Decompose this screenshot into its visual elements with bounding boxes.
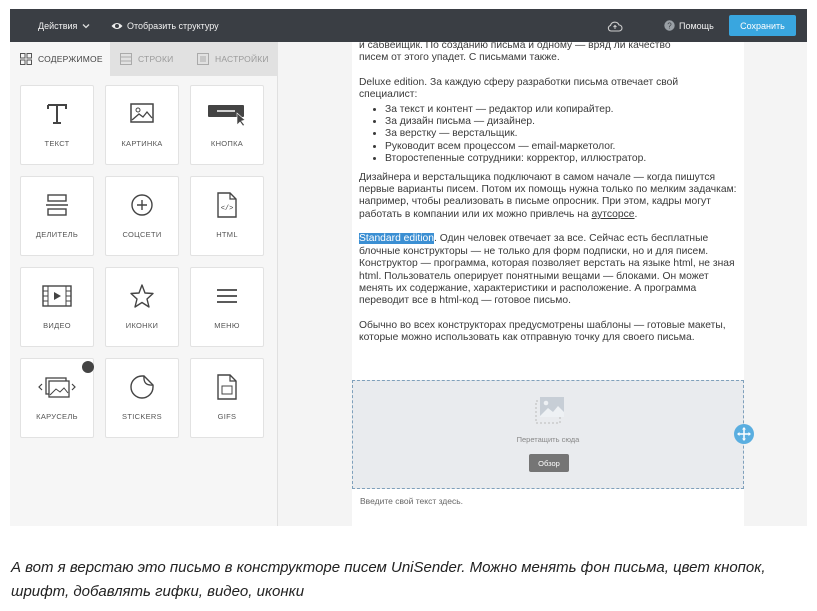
designers-end: .	[634, 208, 638, 220]
new-badge	[82, 361, 94, 373]
block-stickers[interactable]	[105, 358, 179, 438]
list-item: • За дизайн письма — дизайнер.	[385, 116, 739, 128]
rows-icon	[120, 53, 132, 65]
help-button[interactable]	[664, 9, 714, 42]
block-text[interactable]	[20, 85, 94, 165]
star-icon	[129, 283, 155, 309]
block-html-label: HTML	[216, 230, 238, 239]
sidebar-tabs	[10, 42, 278, 76]
image-placeholder-icon	[535, 396, 565, 426]
help-label: Помощь	[679, 20, 714, 31]
selected-text[interactable]: Standard edition	[359, 233, 434, 245]
settings-icon	[197, 53, 209, 65]
social-icon	[129, 192, 155, 218]
blocks-sidebar	[10, 42, 278, 526]
tab-settings-label: НАСТРОЙКИ	[215, 54, 269, 64]
list-item: • За текст и контент — редактор или копирайтер.	[385, 104, 739, 116]
actions-label: Действия	[38, 20, 78, 31]
carousel-icon	[37, 374, 77, 400]
designers-text: Дизайнера и верстальщика подключают в самом начале — когда пишутся первые варианты писем. Потом их помощь нужна только по мелким задачкам: например, чтобы реализовать в письме опросник. При этом, кадры могут работать в компании или их можно привлечь на	[359, 171, 737, 220]
actions-menu[interactable]	[38, 9, 91, 42]
editor-window	[10, 9, 807, 526]
menu-icon	[214, 283, 240, 309]
deluxe-paragraph: Deluxe edition. За каждую сферу разработки письма отвечает свой специалист:	[359, 76, 679, 101]
block-stickers-label: STICKERS	[122, 412, 162, 421]
block-image[interactable]	[105, 85, 179, 165]
show-structure-toggle[interactable]	[111, 9, 219, 42]
tab-rows[interactable]	[110, 42, 187, 76]
intro-line-1: и сабвейщик. По созданию письма и одному — вряд ли качество	[359, 40, 671, 51]
block-divider[interactable]	[20, 176, 94, 256]
block-image-label: КАРТИНКА	[121, 139, 163, 148]
block-button-label: КНОПКА	[210, 139, 244, 148]
block-video-label: ВИДЕО	[43, 321, 71, 330]
block-social-label: СОЦСЕТИ	[122, 230, 162, 239]
block-carousel-label: КАРУСЕЛЬ	[36, 412, 78, 421]
standard-paragraph	[359, 233, 739, 307]
video-icon	[41, 283, 73, 309]
cloud-icon	[607, 20, 623, 32]
move-handle[interactable]	[734, 424, 754, 444]
designers-paragraph	[359, 172, 739, 222]
figure-caption: А вот я верстаю это письмо в конструкторе писем UniSender. Можно менять фон письма, цвет кнопок, шрифт, добавлять гифки, видео, иконки	[11, 559, 766, 600]
browse-button[interactable]: Обзор	[529, 454, 569, 472]
block-text-label: ТЕКСТ	[44, 139, 70, 148]
deluxe-list	[359, 104, 739, 166]
help-icon	[664, 20, 675, 31]
intro-line-2: писем от этого упадет. С письмами также.	[359, 52, 560, 64]
block-html[interactable]	[190, 176, 264, 256]
move-icon	[734, 424, 754, 444]
outsource-link[interactable]: аутсорсе	[591, 208, 635, 220]
block-social[interactable]	[105, 176, 179, 256]
button-icon	[207, 101, 247, 127]
block-icons[interactable]	[105, 267, 179, 347]
block-menu[interactable]	[190, 267, 264, 347]
block-carousel[interactable]	[20, 358, 94, 438]
list-item: • Руководит всем процессом — email-маркетолог.	[385, 141, 739, 153]
block-divider-label: ДЕЛИТЕЛЬ	[35, 230, 79, 239]
block-icons-label: ИКОНКИ	[125, 321, 159, 330]
image-icon	[129, 102, 155, 126]
block-menu-label: МЕНЮ	[214, 321, 240, 330]
show-structure-label: Отобразить структуру	[127, 20, 219, 31]
email-canvas	[352, 42, 744, 526]
standard-text: . Один человек отвечает за все. Сейчас есть бесплатные блочные конструкторы — не только для форм подписки, но и для писем. Конструктор — программа, которая позволяет верстать на языке html, не зная html. Пользователь оперирует понятными вещами — блоками. Он может менять их содержание, характеристики и расположение. А программа переводит все в html-код — готовое письмо.	[359, 233, 735, 307]
gif-icon	[215, 373, 239, 401]
tab-content[interactable]	[10, 42, 110, 76]
chevron-down-icon	[81, 21, 91, 31]
tab-content-label: СОДЕРЖИМОЕ	[38, 54, 103, 64]
list-item: • За верстку — верстальщик.	[385, 128, 739, 140]
placeholder-hint: Введите свой текст здесь.	[360, 496, 464, 506]
drag-here-text: Перетащить сюда	[516, 435, 580, 444]
divider-icon	[44, 192, 70, 218]
block-button[interactable]	[190, 85, 264, 165]
grid-icon	[20, 53, 32, 65]
block-gifs-label: GIFS	[217, 412, 237, 421]
html-icon	[215, 191, 239, 219]
list-item: • Второстепенные сотрудники: корректор, иллюстратор.	[385, 153, 739, 165]
cloud-upload-button[interactable]	[607, 9, 623, 42]
top-toolbar	[10, 9, 807, 42]
templates-paragraph: Обычно во всех конструкторах предусмотрены шаблоны — готовые макеты, которые можно использовать как отправную точку для своего письма.	[359, 319, 726, 344]
block-gifs[interactable]	[190, 358, 264, 438]
tab-settings[interactable]	[187, 42, 278, 76]
svg-text:?: ?	[667, 21, 672, 31]
sticker-icon	[129, 374, 155, 400]
save-button[interactable]: Сохранить	[729, 15, 796, 36]
text-icon	[44, 101, 70, 127]
block-video[interactable]	[20, 267, 94, 347]
svg-text:</>: </>	[220, 205, 234, 213]
tab-rows-label: СТРОКИ	[138, 54, 174, 64]
image-dropzone[interactable]	[352, 380, 744, 489]
email-text-block[interactable]	[359, 42, 739, 345]
eye-icon	[111, 21, 123, 31]
